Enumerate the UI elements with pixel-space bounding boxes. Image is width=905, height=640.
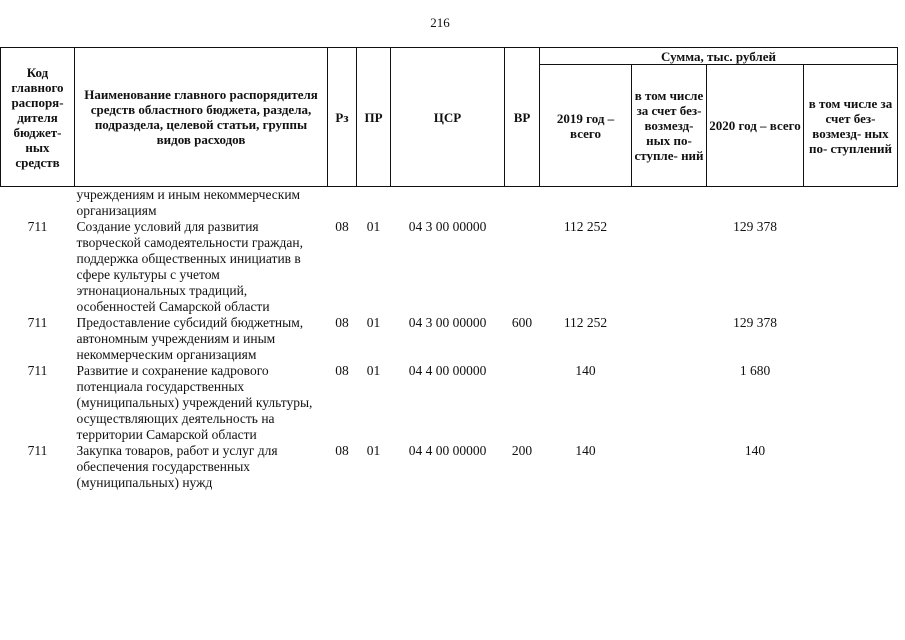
cell-2020-total: 140 <box>744 443 766 458</box>
header-2019-free: в том числе за счет без- возмезд- ных по- ступле- ний <box>632 65 707 187</box>
table-row <box>1 187 898 220</box>
cell-name: Создание условий для развития творческой самодеятельности граждан, поддержка общественных инициатив в сфере культуры с учетом этнонациональных традиций, особенностей Самарской области <box>76 219 303 314</box>
cell-2019-free <box>632 219 707 315</box>
cell-pr: 01 <box>366 363 381 378</box>
header-code: Код главного распоря- дителя бюджет- ных средств <box>1 48 75 187</box>
cell-2019-total: 112 252 <box>563 219 608 234</box>
table-row <box>1 219 898 315</box>
cell-csr: 04 4 00 00000 <box>408 443 487 458</box>
header-vr: ВР <box>505 48 540 187</box>
cell-2020-free <box>804 219 898 315</box>
cell-2019-free <box>632 363 707 443</box>
page-number: 216 <box>430 15 450 30</box>
header-2020-total: 2020 год – всего <box>707 65 804 187</box>
cell-csr: 04 3 00 00000 <box>408 315 487 330</box>
cell-2019-total: 112 252 <box>563 315 608 330</box>
cell-code <box>1 187 75 220</box>
header-pr: ПР <box>357 48 391 187</box>
header-2020-free: в том числе за счет без- возмезд- ных по- ступлений <box>804 65 898 187</box>
header-2019-total: 2019 год – всего <box>540 65 632 187</box>
cell-csr: 04 4 00 00000 <box>408 363 487 378</box>
cell-rz: 08 <box>335 219 349 234</box>
cell-csr <box>391 187 505 220</box>
cell-name: Закупка товаров, работ и услуг для обеспечения государственных (муниципальных) нужд <box>76 443 278 490</box>
cell-2020-total: 129 378 <box>733 315 777 330</box>
cell-2020-total: 129 378 <box>733 219 777 234</box>
cell-2020-free <box>804 187 898 220</box>
cell-vr: 200 <box>511 443 533 458</box>
cell-2020-free <box>804 315 898 363</box>
header-rz: Рз <box>328 48 357 187</box>
cell-2019-free <box>632 187 707 220</box>
cell-name: Развитие и сохранение кадрового потенциала государственных (муниципальных) учреждений культуры, осуществляющих деятельность на территории Самарской области <box>76 363 313 442</box>
table-row <box>1 363 898 443</box>
cell-2019-total: 140 <box>575 443 596 458</box>
cell-vr <box>505 219 540 315</box>
cell-2020-total: 1 680 <box>739 363 771 378</box>
cell-vr <box>505 363 540 443</box>
cell-code: 711 <box>27 443 48 458</box>
cell-pr: 01 <box>366 315 381 330</box>
cell-pr: 01 <box>366 443 381 458</box>
cell-2019-free <box>632 315 707 363</box>
header-sum-group: Сумма, тыс. рублей <box>540 48 898 65</box>
header-name: Наименование главного распорядителя средств областного бюджета, раздела, подраздела, целевой статьи, группы видов расходов <box>75 48 328 187</box>
cell-code: 711 <box>27 219 48 234</box>
cell-code: 711 <box>27 363 48 378</box>
cell-vr: 600 <box>511 315 533 330</box>
cell-2019-total: 140 <box>575 363 596 378</box>
table-row <box>1 443 898 491</box>
cell-pr: 01 <box>366 219 381 234</box>
cell-rz: 08 <box>335 315 349 330</box>
table-row <box>1 315 898 363</box>
cell-rz: 08 <box>335 443 349 458</box>
header-csr: ЦСР <box>391 48 505 187</box>
cell-rz: 08 <box>335 363 349 378</box>
cell-2020-free <box>804 443 898 491</box>
cell-2019-total <box>540 187 632 220</box>
cell-csr: 04 3 00 00000 <box>408 219 487 234</box>
cell-name: учреждениям и иным некоммерческим организациям <box>76 187 301 218</box>
budget-table <box>0 47 898 491</box>
cell-name: Предоставление субсидий бюджетным, автономным учреждениям и иным некоммерческим организациям <box>76 315 304 362</box>
cell-2019-free <box>632 443 707 491</box>
cell-code: 711 <box>27 315 48 330</box>
cell-vr <box>505 187 540 220</box>
cell-2020-total <box>707 187 804 220</box>
cell-rz <box>328 187 357 220</box>
cell-pr <box>357 187 391 220</box>
cell-2020-free <box>804 363 898 443</box>
